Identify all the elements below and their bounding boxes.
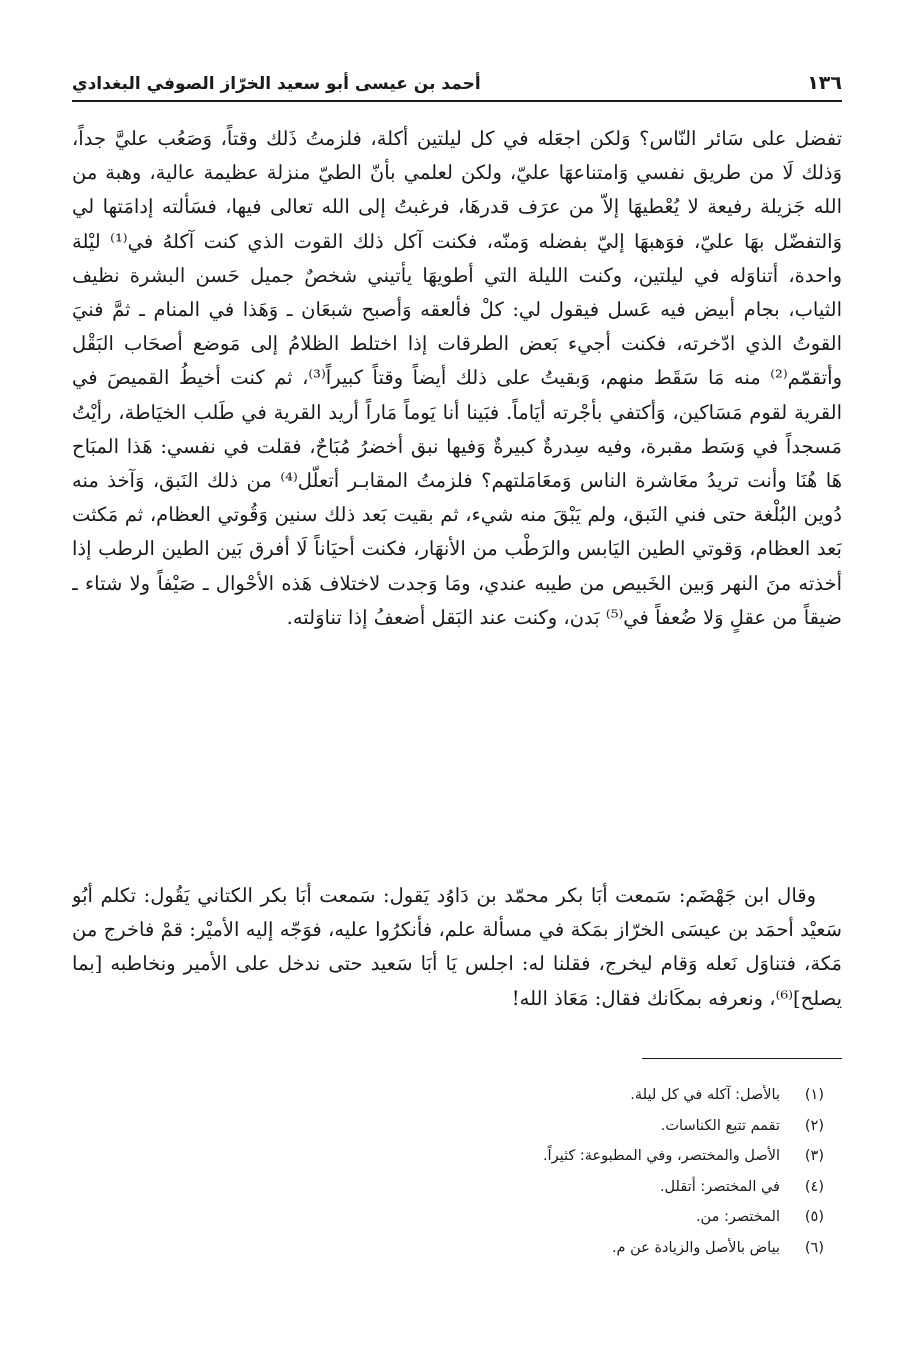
footnote-text: بياض بالأصل والزيادة عن م. (611, 1239, 780, 1256)
footnote-item (204, 1233, 824, 1264)
footnote-text: في المختصر: أتقلل. (659, 1178, 780, 1195)
running-head (72, 62, 842, 102)
footnote-item (204, 1172, 824, 1203)
footnotes-list (204, 1080, 824, 1263)
footnote-item (204, 1202, 824, 1233)
footnote-text: الأصل والمختصر، وفي المطبوعة: كثيراً. (542, 1148, 780, 1164)
footnote-item (204, 1111, 824, 1142)
footnote-number: (٦) (804, 1239, 824, 1256)
footnote-number: (٢) (804, 1117, 824, 1134)
footnote-text: بالأصل: آكله في كل ليلة. (630, 1087, 780, 1103)
body-paragraph-1: تفضل على سَائر النّاس؟ وَلكن اجعَله في كل ليلتين أكلة، فلزمتُ ذَلك وقتاً، وَصَعُب عليَّ جداً، وَذلك لَا من طريق نفسي وَامتناعهَا عليّ، ولكن لعلمي بأنّ الطيّ منزلة عظيمة عالية، وهبة من الله جَزيلة رفيعة لا يُعْطيهَا إلاّ من عرَف قدرهَا، فرغبتُ إلى الله تعالى فيها، فسَألته إدامَتها لي وَالتفضّل بهَا عليّ، فوَهبهَا إليّ بفضله وَمنّه، فكنت آكل ذلك القوت الذي كنت آكلهُ في⁽¹⁾ ليْلة واحدة، أتناوَله في ليلتين، وكنت الليلة التي أطويهَا يأتيني شخصٌ جميل حَسن البشرة نظيف الثياب، بجام أبيض فيه عَسل فيقول لي: كلْ فألعقه وَأصبح شبعَان ـ وَهَذا في المنام ـ ثمَّ فنيَ القوتُ الذي ادّخرته، فكنت أجيء بَعض الطرقات إذا اختلط الظلامُ إلى مَوضع أصحَاب البَقْل وأتقمّم⁽²⁾ منه مَا سَقَط منهم، وَبقيتُ على ذلك أيضاً وقتاً كبيراً⁽³⁾، ثم كنت أخيطُ القميصَ في القرية لقوم مَسَاكين، وَأكتفي بأجْرته أيَاماً. فبَينا أنا يَوماً مَاراً أريد القرية في طَلب الخيَاطة، رأيْتُ مَسجداً في وَسَط مقبرة، وفيه سِدرةٌ كبيرةٌ وَفيها نبق أخضرُ مُبَاحٌ، فقلت في نفسي: هَذا المبَاح هَا هُنَا وأنت تريدُ معَاشرة الناس وَمعَامَلتهم؟ فلزمتُ المقابـر أتعلّل⁽⁴⁾ من ذلك النَبق، وَآخذ منه دُوين البُلْغة حتى فني النَبق، ولم يَبْقَ منه شيء، ثم بقيت بَعد ذلك سنين وَقُوتي العظام، ثم مَكثت بَعد العظام، وَقوتي الطين اليَابس والرَطْب من الأنهَار، فكنت أحيَاناً لَا أفرق بَين الطين الرطب إذا أخذته منَ النهر وَبين الخَبيص من طيبه عندي، ومَا وَجدت لاختلاف هَذه الأحْوال ـ صَيْفاً ولا شتاء ـ ضيقاً من عقلٍ وَلا ضُعفاً في⁽⁵⁾ بَدن، وكنت عند البَقل أضعفُ إذا تناوَلته. (72, 127, 842, 629)
footnote-text: المختصر: من. (695, 1209, 780, 1225)
body-paragraph-2: وقال ابن جَهْضَم: سَمعت أبَا بكر محمّد بن دَاوُد يَقول: سَمعت أبَا بكر الكتاني يَقُول: تكلم أبُو سَعيْد أحمَد بن عيسَى الخرّاز بمَكة في مسألة علم، فأنكرُوا عليه، فوَجّه إليه الأميْر: قمْ فاخرج من مَكة، فتناوَل نَعله وَقام ليخرج، فقلنا له: اجلس يَا أبَا سَعيد حتى ندخل على الأمير ونخاطبه [بما يصلح]⁽⁶⁾، ونعرفه بمكَانك فقال: مَعَاذ الله! (72, 884, 842, 1010)
running-head-title: أحمد بن عيسى أبو سعيد الخرّاز الصوفي البغدادي (72, 74, 481, 94)
footnote-number: (٣) (804, 1148, 824, 1164)
footnote-number: (٥) (804, 1209, 824, 1225)
page-number: ١٣٦ (807, 72, 842, 94)
footnote-number: (٤) (804, 1178, 824, 1195)
footnote-separator (642, 1058, 842, 1059)
body-text (72, 122, 842, 1047)
footnote-text: تقمم تتبع الكناسات. (660, 1117, 780, 1134)
footnote-number: (١) (804, 1087, 824, 1103)
footnote-item (204, 1141, 824, 1172)
footnote-item (204, 1080, 824, 1111)
